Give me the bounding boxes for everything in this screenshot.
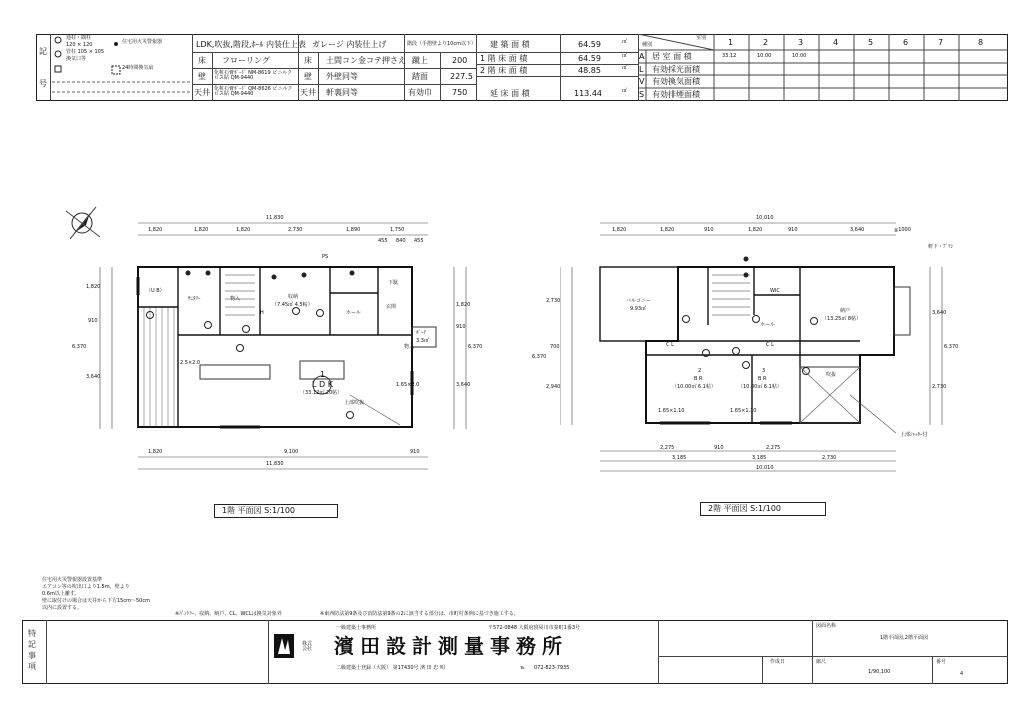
rooms-col: 2 (763, 38, 769, 47)
area-unit: ㎡ (622, 53, 628, 59)
dim-1f-left: 910 (88, 318, 98, 324)
room-br2-no: 2 (698, 368, 702, 374)
dim-2f-top-extra: ≦1000 (894, 227, 911, 233)
legend-item: 住宅用火災警報器 (122, 39, 163, 45)
dim-2f-right: 3,640 (932, 310, 947, 316)
footnote-1: ※ﾊﾟﾝﾄﾘｰ、収納、納戸、CL、WCLは換気対象外 (175, 611, 282, 617)
finish-garage: 外壁同等 (326, 72, 358, 81)
room-closet-area: （7.45㎡ 4.5帖） (272, 302, 313, 308)
dim-2f-top: 3,640 (850, 227, 865, 233)
note-side: 軒下・ﾌﾟﾗﾝ (928, 244, 954, 250)
rooms-code: L (639, 65, 644, 74)
window-dim-a: 2.5×2.0 (180, 360, 201, 366)
area-label: 2 階 床 面 積 (480, 66, 528, 75)
dim-1f-bottom: 1,820 (148, 449, 163, 455)
special-label: 特記事項 (28, 629, 36, 671)
legend-item: 通柱・隅柱 (66, 35, 92, 41)
dim-1f-top: 1,820 (148, 227, 163, 233)
rooms-label: 有効採光面積 (652, 65, 700, 74)
area-value: 64.59 (578, 40, 601, 49)
room-br2: B R (694, 376, 703, 382)
room-ub: （U B） (146, 288, 165, 294)
finish-garage: 土間コン金コテ押さえ (326, 56, 406, 65)
finish-ldk: 化粧石膏ﾎﾞｰﾄﾞ NM-8619 ビニルクロス貼 QM-9440 (214, 70, 293, 81)
stair-label: 蹴上 (412, 56, 428, 65)
area-value: 48.85 (578, 66, 601, 75)
finish-gpart: 床 (304, 56, 312, 65)
finish-gpart: 壁 (304, 72, 312, 81)
room-nando: 納戸 (840, 308, 851, 314)
dim-1f-left: 3,640 (86, 374, 101, 380)
rooms-value: 33.12 (722, 53, 737, 59)
tel-label: ℡ (520, 665, 526, 671)
window-size-2: 1.65×1.10 (730, 408, 757, 414)
area-label: 1 階 床 面 積 (480, 54, 528, 63)
finish-garage: 軒裏同等 (326, 88, 358, 97)
drawing-name-label: 図面名称 (816, 623, 837, 629)
finish-part: 床 (198, 56, 206, 65)
room-ldk-no: 1 (320, 370, 326, 379)
room-hall: ホール (346, 310, 361, 316)
side-label-2: 号 (39, 79, 47, 88)
rooms-col: 8 (978, 38, 984, 47)
date-label: 作成日 (770, 659, 786, 665)
room-shoebox: 下駄 (388, 280, 399, 286)
rooms-label: 居 室 面 積 (652, 52, 692, 61)
north-arrow-icon (66, 207, 100, 239)
finish-gpart: 天井 (300, 88, 316, 97)
finish-ldk: 化粧石膏ﾎﾞｰﾄﾞ QM-8626 ビニルクロス貼 QM-9440 (214, 86, 293, 97)
rooms-corner: 室別 (696, 35, 707, 41)
dim-1f-right: 1,820 (456, 302, 471, 308)
rooms-code: A (639, 52, 645, 61)
legend-item: 換気口等 (66, 56, 87, 62)
note-line: 住宅用火災警報器設置基準 (42, 577, 103, 583)
dim-2f-bottom-2: 3,185 (672, 455, 687, 461)
dim-1f-top-sub: 455 (414, 238, 424, 244)
dim-1f-top: 1,750 (390, 227, 405, 233)
finish-title-ldk: LDK,吹抜,階段,ﾎｰﾙ 内装仕上表 (196, 40, 307, 49)
scale-value: 1/90,100 (868, 669, 891, 675)
dim-2f-top: 1,820 (748, 227, 763, 233)
stair-title: 階段（手摺壁より10cm以下） (407, 41, 476, 47)
dim-2f-left-total: 6,370 (532, 354, 547, 360)
area-unit: ㎡ (622, 88, 628, 94)
note-line: 壁に取付けの場合は天井から下方15cm〜50cm (42, 598, 150, 604)
dim-1f-right: 910 (456, 324, 466, 330)
dim-1f-top: 2,730 (288, 227, 303, 233)
plan-2f (532, 215, 960, 485)
legend (52, 36, 192, 99)
room-br3-no: 3 (762, 368, 766, 374)
finish-title-garage: ガレージ 内装仕上げ (312, 40, 387, 49)
window-dim-b: 1.65×2.0 (396, 382, 420, 388)
room-sanitary: ｻﾆﾀﾘｰ (188, 296, 201, 302)
legend-symbols-icon (52, 36, 192, 99)
dim-2f-bottom-2: 3,185 (752, 455, 767, 461)
office-top-right: 〒572-0848 大阪府寝屋川市秦町1番3号 (488, 625, 581, 631)
stair-label: 踏面 (412, 72, 428, 81)
rooms-value: 10.00 (757, 53, 772, 59)
plan-2f-title: 2階 平面図 S:1/100 (708, 504, 782, 513)
office-top-left: 一級建築士事務所 (336, 625, 377, 631)
dim-2f-left: 700 (550, 344, 560, 350)
registration: 二級建築士登録（大阪） 第17430号 濱 田 忠 明 (336, 665, 445, 671)
dim-2f-top-total: 10,010 (756, 215, 774, 221)
scale-label: 縮尺 (816, 659, 827, 665)
room-closet: 収納 (288, 294, 299, 300)
stair-value: 200 (452, 56, 468, 65)
legend-item: 120 × 120 (66, 42, 93, 48)
stair-value: 227.5 (450, 72, 473, 81)
side-label-1: 記 (39, 47, 47, 56)
note-shutter: 上部ｼｬｯﾀｰ付 (900, 432, 928, 438)
area-label: 延 床 面 積 (490, 89, 530, 98)
area-unit: ㎡ (622, 65, 628, 71)
plan-1f (60, 185, 483, 485)
plan-2f-drawing (560, 215, 960, 485)
rooms-col: 7 (938, 38, 944, 47)
dim-2f-top: 910 (788, 227, 798, 233)
area-value: 113.44 (574, 89, 602, 98)
company-name: 濱田設計測量事務所 (334, 634, 568, 658)
dim-2f-top: 1,820 (660, 227, 675, 233)
note-line: 以内に設置する。 (42, 605, 83, 611)
rooms-code: V (639, 77, 645, 86)
rooms-col: 1 (728, 38, 734, 47)
room-ldk: L D K (312, 380, 333, 389)
room-h: H (260, 310, 264, 316)
dim-1f-top: 1,820 (194, 227, 209, 233)
window-size-1: 1.65×1.10 (658, 408, 685, 414)
no-value: 4 (960, 671, 964, 677)
room-ldk-area: （33.12㎡ 20帖） (300, 390, 343, 396)
no-label: 番号 (936, 659, 947, 665)
rooms-label: 有効排煙面積 (652, 90, 700, 99)
finish-part: 天井 (194, 88, 210, 97)
plan-1f-title: 1階 平面図 S:1/100 (222, 506, 296, 515)
dim-1f-bottom: 9,100 (284, 449, 299, 455)
area-label: 建 築 面 積 (490, 40, 530, 49)
company-type: 株式 会社 (302, 641, 313, 652)
dim-2f-bottom-1: 910 (714, 445, 724, 451)
footnote-2: ※東西防法第9条及び消防法第9条の2に該当する部分は、市町村条例に基づき施工する。 (320, 611, 519, 617)
rooms-value: 10.00 (792, 53, 807, 59)
dim-2f-bottom-2: 2,730 (822, 455, 837, 461)
dim-1f-top-sub: 840 (396, 238, 406, 244)
room-br3-area: （10.00㎡ 6.1帖） (738, 384, 782, 390)
room-storage: 物入 (230, 296, 241, 302)
room-porch-area: 3.3㎡ (416, 338, 429, 344)
note-line: エアコン等の吹出口より1.5m、壁より (42, 584, 130, 590)
tel: 072-823-7935 (534, 665, 570, 671)
legend-item: 24時間換気扇 (122, 65, 154, 71)
room-cl1: C L (666, 342, 674, 348)
dim-1f-left: 1,820 (86, 284, 101, 290)
finish-ldk: フローリング (222, 56, 270, 65)
room-porch: ﾎﾟｰﾁ (416, 330, 427, 336)
dim-1f-right: 3,640 (456, 382, 471, 388)
rooms-col: 3 (798, 38, 804, 47)
note-line: 0.6m以上離す。 (42, 591, 80, 597)
room-balcony-area: 9.93㎡ (630, 306, 647, 312)
area-unit: ㎡ (622, 39, 628, 45)
dim-2f-bottom-1: 2,275 (660, 445, 675, 451)
dim-1f-right-total: 6,370 (468, 344, 483, 350)
legend-item: 管柱 105 × 105 (66, 49, 105, 55)
dim-2f-top: 910 (704, 227, 714, 233)
area-value: 64.59 (578, 54, 601, 63)
room-br3: B R (758, 376, 767, 382)
dim-1f-top-sub: 455 (378, 238, 388, 244)
room-void: 吹抜 (826, 372, 837, 378)
room-storage2: 物入 (404, 344, 415, 350)
dim-2f-bottom-total: 10,010 (756, 465, 774, 471)
rooms-kind: 種別 (642, 42, 653, 48)
rooms-col: 5 (868, 38, 874, 47)
rooms-code: S (639, 90, 645, 99)
drawing-name: 1階平面図,2階平面図 (880, 635, 928, 641)
room-br2-area: （10.00㎡ 6.1帖） (672, 384, 716, 390)
room-balcony: バルコニー (626, 298, 652, 304)
dim-1f-bottom-total: 11,830 (266, 461, 284, 467)
stair-value: 750 (452, 88, 468, 97)
dim-1f-top: 1,890 (346, 227, 361, 233)
dim-1f-top: 1,820 (236, 227, 251, 233)
room-hall-2f: ホール (760, 322, 775, 328)
rooms-col: 4 (833, 38, 839, 47)
stair-label: 有効巾 (408, 88, 432, 97)
company-logo-icon (274, 634, 294, 658)
dim-2f-top: 1,820 (612, 227, 627, 233)
room-entrance: 玄関 (386, 304, 397, 310)
rooms-table (638, 34, 1008, 101)
room-void-up: 上部吹抜 (344, 400, 365, 406)
dim-1f-left-total: 6,370 (72, 344, 87, 350)
dim-2f-right-total: 6,370 (944, 344, 959, 350)
room-ps: PS (322, 254, 329, 260)
room-wic: WIC (770, 288, 780, 294)
dim-2f-left: 2,730 (546, 298, 561, 304)
dim-1f-top-total: 11,830 (266, 215, 284, 221)
dim-1f-bottom: 910 (410, 449, 420, 455)
dim-2f-left: 2,940 (546, 384, 561, 390)
finish-part: 壁 (198, 72, 206, 81)
dim-2f-right: 2,730 (932, 384, 947, 390)
rooms-label: 有効換気面積 (652, 77, 700, 86)
room-cl2: C L (766, 342, 774, 348)
room-nando-area: （13.25㎡ 8帖） (822, 316, 862, 322)
rooms-col: 6 (903, 38, 909, 47)
dim-2f-bottom-1: 2,275 (766, 445, 781, 451)
